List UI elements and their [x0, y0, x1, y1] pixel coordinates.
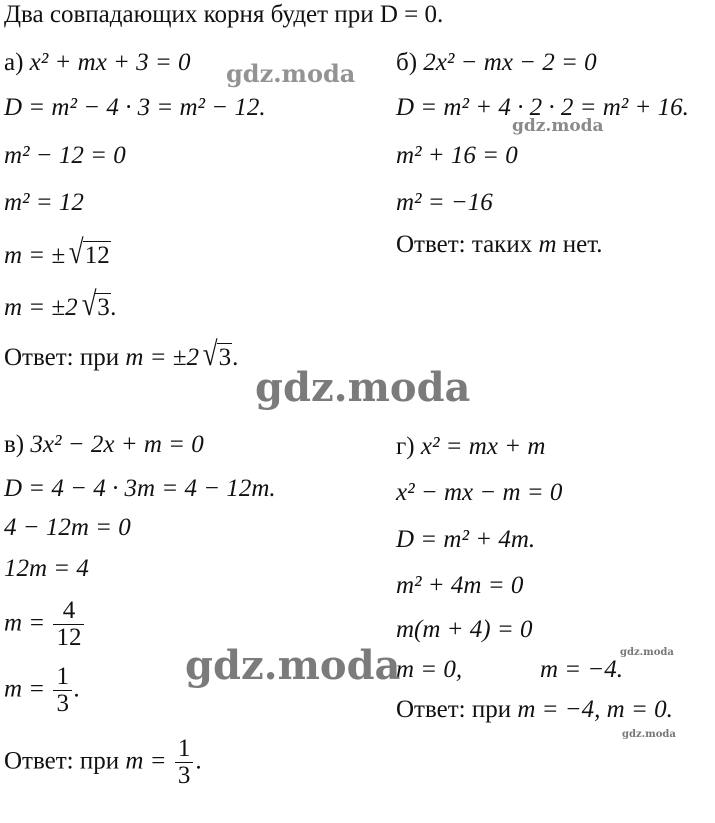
- part-a-step4: [4, 286, 117, 323]
- part-v-equation: [4, 432, 204, 457]
- watermark-logo: gdz.moda: [512, 116, 604, 136]
- part-v-step4-suffix: .: [73, 675, 81, 703]
- watermark-logo: gdz.moda: [185, 642, 401, 689]
- part-v-step4-prefix: m =: [4, 675, 52, 703]
- part-g-equation: [396, 434, 545, 459]
- part-v-step4-den: 3: [53, 690, 72, 717]
- page-title: Два совпадающих корня будет при D = 0.: [4, 1, 444, 28]
- part-v-label: в): [4, 431, 25, 458]
- part-a-step4-root: 3: [97, 294, 110, 322]
- part-g-answer-value: m = −4, m = 0.: [517, 696, 673, 723]
- part-g-eq: x² = mx + m: [420, 433, 546, 460]
- part-g-step1: x² − mx − m = 0: [396, 479, 563, 506]
- part-v-eq: 3x² − 2x + m = 0: [30, 431, 204, 458]
- watermark-logo: gdz.moda: [622, 729, 676, 740]
- part-a-equation: [4, 50, 191, 75]
- part-g-discriminant: D = m² + 4m.: [396, 526, 536, 553]
- fraction: [175, 736, 194, 790]
- part-g-step4a: m = 0,: [396, 656, 463, 683]
- part-v-step3-den: 12: [53, 624, 84, 651]
- part-v-step3: [4, 598, 86, 652]
- part-b-answer: [396, 232, 603, 257]
- fraction: [53, 664, 72, 718]
- part-b-discriminant: D = m² + 4 · 2 · 2 = m² + 16.: [396, 94, 689, 121]
- part-b-step2: m² = −16: [396, 189, 493, 216]
- part-v-answer-suffix: .: [195, 747, 202, 775]
- part-a-answer-value: m = ±2: [125, 344, 200, 371]
- part-v-answer-den: 3: [175, 762, 194, 789]
- part-v-discriminant: D = 4 − 4 · 3m = 4 − 12m.: [4, 475, 276, 502]
- part-v-step3-num: 4: [62, 597, 76, 624]
- part-a-step1: m² − 12 = 0: [4, 142, 126, 169]
- part-a-discriminant: D = m² − 4 · 3 = m² − 12.: [4, 94, 266, 121]
- part-a-answer-suffix: .: [232, 344, 239, 371]
- part-v-step1: 4 − 12m = 0: [4, 514, 131, 541]
- sqrt-symbol: √ 3: [202, 336, 232, 373]
- part-a-answer-prefix: Ответ: при: [4, 344, 126, 371]
- part-a-step4-suffix: .: [110, 294, 117, 321]
- part-b-step1: m² + 16 = 0: [396, 142, 518, 169]
- part-a-step4-prefix: m = ±2: [4, 294, 78, 321]
- part-a-answer: [4, 336, 239, 373]
- part-a-step3-prefix: m = ±: [4, 242, 66, 269]
- part-v-step4-num: 1: [56, 663, 69, 690]
- part-b-label: б): [396, 49, 418, 76]
- part-v-step3-prefix: m =: [4, 609, 52, 637]
- part-g-step2: m² + 4m = 0: [396, 572, 524, 599]
- part-g-step3: m(m + 4) = 0: [396, 616, 533, 643]
- part-g-answer-prefix: Ответ: при: [396, 696, 518, 723]
- part-a-eq: x² + mx + 3 = 0: [29, 49, 191, 76]
- part-a-step3: [4, 234, 111, 271]
- part-v-answer-prefix: Ответ: при: [4, 747, 126, 775]
- part-a-step2: m² = 12: [4, 189, 84, 216]
- part-v-step4: [4, 664, 80, 718]
- watermark-logo: gdz.moda: [620, 647, 674, 658]
- part-a-answer-root: 3: [218, 344, 232, 372]
- watermark-logo: gdz.moda: [255, 364, 471, 411]
- part-a-label: а): [4, 49, 24, 76]
- part-b-answer-suffix: нет.: [556, 231, 603, 258]
- watermark-logo: gdz.moda: [226, 59, 356, 88]
- fraction: [53, 598, 84, 652]
- part-v-answer-value: m =: [125, 747, 173, 775]
- part-v-answer-num: 1: [177, 735, 191, 762]
- part-g-step4b: m = −4.: [540, 656, 624, 683]
- part-b-answer-prefix: Ответ: таких: [396, 231, 539, 258]
- part-v-answer: [4, 736, 202, 790]
- part-a-step3-root: 12: [84, 242, 110, 270]
- part-b-equation: [396, 50, 597, 75]
- part-b-answer-var: m: [538, 231, 557, 258]
- part-g-label: г): [396, 433, 415, 460]
- part-v-step2: 12m = 4: [4, 555, 89, 582]
- part-b-eq: 2x² − mx − 2 = 0: [423, 49, 597, 76]
- sqrt-symbol: √ 3: [81, 286, 110, 323]
- sqrt-symbol: √ 12: [68, 234, 110, 271]
- part-g-answer: [396, 697, 673, 722]
